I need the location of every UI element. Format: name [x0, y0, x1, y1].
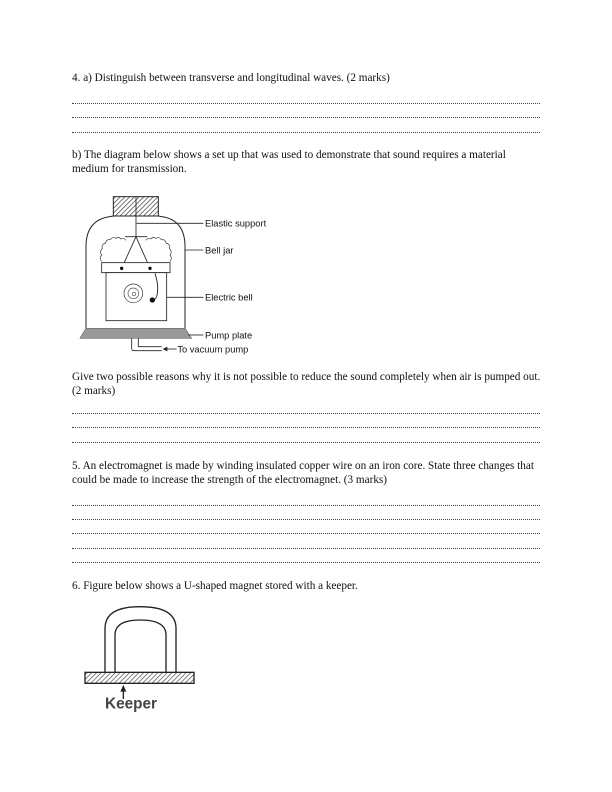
label-to-vacuum-pump: To vacuum pump: [177, 344, 249, 355]
answer-line: [72, 518, 540, 520]
question-5: 5. An electromagnet is made by winding insulated copper wire on an iron core. State three changes that could be made to increase the strength of the electromagnet. (3 marks): [72, 460, 534, 486]
question-6: 6. Figure below shows a U-shaped magnet stored with a keeper.: [72, 580, 358, 592]
label-electric-bell: Electric bell: [205, 292, 253, 303]
answer-line: [72, 441, 540, 443]
label-elastic-support: Elastic support: [205, 218, 267, 229]
question-4b-task: Give two possible reasons why it is not possible to reduce the sound completely when air is pumped out. (2 marks): [72, 371, 541, 397]
label-keeper: Keeper: [105, 695, 157, 713]
label-bell-jar: Bell jar: [205, 245, 234, 256]
answer-line: [72, 131, 540, 133]
bell-jar-diagram: [70, 190, 290, 360]
answer-line: [72, 547, 540, 549]
label-pump-plate: Pump plate: [205, 330, 253, 341]
answer-line: [72, 532, 540, 534]
answer-line: [72, 412, 540, 414]
answer-line: [72, 426, 540, 428]
question-4b: b) The diagram below shows a set up that was used to demonstrate that sound requires a material medium for transmission.: [72, 149, 506, 175]
question-4a: 4. a) Distinguish between transverse and longitudinal waves. (2 marks): [72, 72, 390, 84]
answer-line: [72, 504, 540, 506]
u-magnet-diagram: [70, 595, 220, 720]
answer-line: [72, 102, 540, 104]
answer-line: [72, 116, 540, 118]
answer-line: [72, 561, 540, 563]
